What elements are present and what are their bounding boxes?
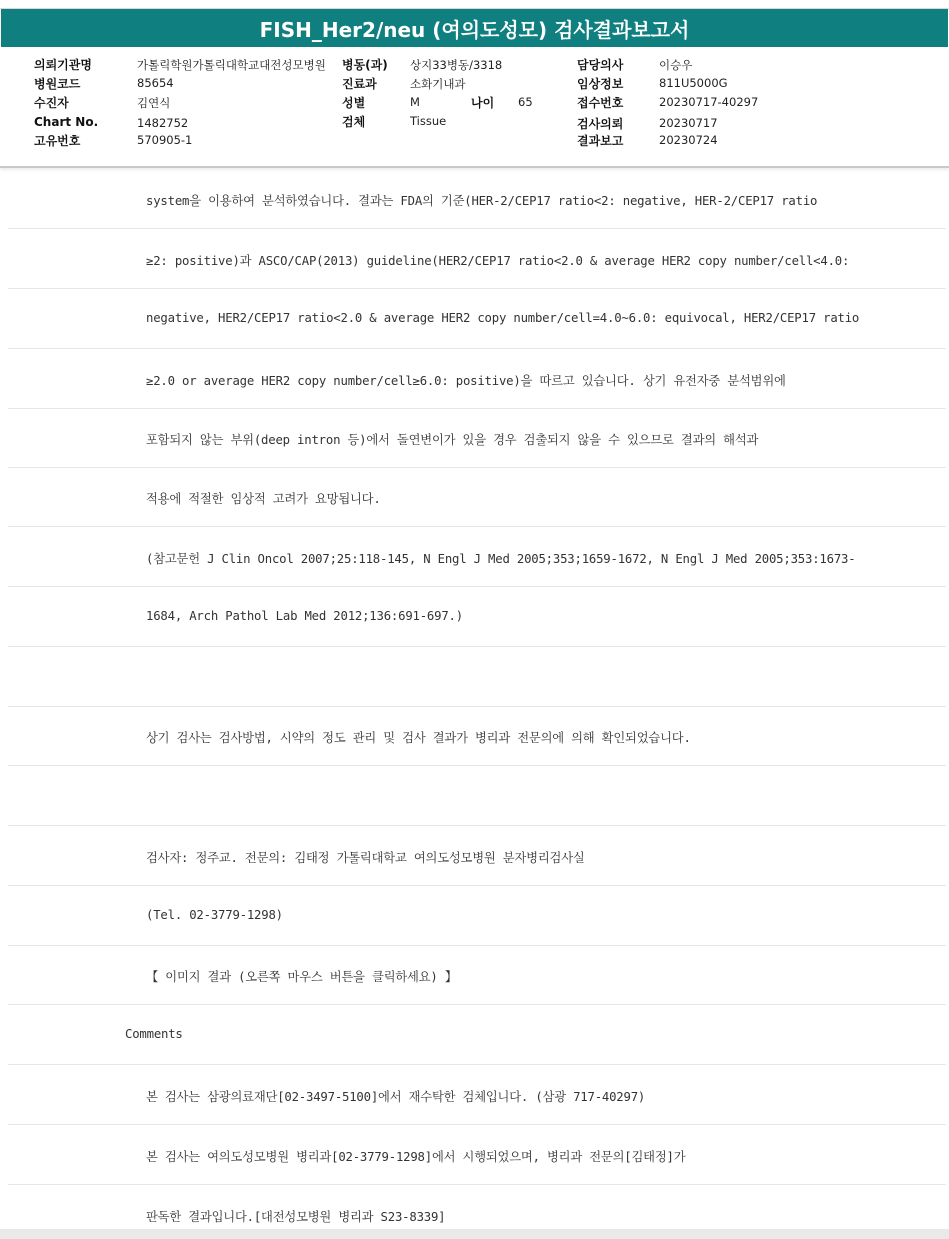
report-line-text: 포함되지 않는 부위(deep intron 등)에서 돌연변이가 있을 경우 검출되지 않을 수 있으므로 결과의 해석과	[146, 433, 759, 447]
horizontal-scrollbar[interactable]	[0, 1229, 949, 1239]
specimen-label: 검체	[342, 115, 366, 129]
report-line	[8, 706, 946, 766]
report-line	[8, 826, 946, 886]
patient-label: 수진자	[34, 96, 69, 110]
report-line	[8, 408, 946, 468]
report-line-text: 판독한 결과입니다.[대전성모병원 병리과 S23-8339]	[146, 1210, 446, 1224]
report-line	[8, 647, 946, 707]
top-border	[0, 0, 949, 9]
report-line	[8, 886, 946, 946]
report-date-label: 결과보고	[577, 134, 624, 148]
report-line	[8, 587, 946, 647]
report-line	[8, 766, 946, 826]
ward-label: 병동(과)	[342, 58, 388, 72]
hospital-code-label: 병원코드	[34, 77, 81, 91]
report-line-text: 검사자: 정주교. 전문의: 김태정 가톨릭대학교 여의도성모병원 분자병리검사실	[146, 851, 585, 865]
report-line-text: negative, HER2/CEP17 ratio<2.0 & average HER2 copy number/cell=4.0~6.0: equivocal, HER2/CEP17 ratio	[146, 311, 860, 325]
clinical-info-label: 임상정보	[577, 77, 624, 91]
report-date-value: 20230724	[659, 133, 718, 147]
report-line	[8, 229, 946, 289]
sex-label: 성별	[342, 96, 366, 110]
report-line	[8, 1185, 946, 1229]
report-line	[8, 169, 946, 229]
institution-value: 가톨릭학원가톨릭대학교대전성모병원	[137, 58, 326, 72]
image-result-link-text[interactable]: 【 이미지 결과 (오른쪽 마우스 버튼을 클릭하세요) 】	[146, 970, 457, 984]
report-line-text: (Tel. 02-3779-1298)	[146, 908, 283, 922]
report-body	[0, 169, 949, 1229]
report-line	[8, 1125, 946, 1185]
receipt-number-label: 접수번호	[577, 96, 624, 110]
report-line-text: 본 검사는 여의도성모병원 병리과[02-3779-1298]에서 시행되었으며, 병리과 전문의[김태정]가	[146, 1150, 686, 1164]
clinical-info-value: 811U5000G	[659, 76, 728, 90]
comments-heading	[8, 1005, 946, 1065]
institution-label: 의뢰기관명	[34, 58, 92, 72]
doctor-value: 이승우	[659, 58, 693, 72]
report-line	[8, 1065, 946, 1125]
report-line-text: 상기 검사는 검사방법, 시약의 정도 관리 및 검사 결과가 병리과 전문의에 의해 확인되었습니다.	[146, 731, 691, 745]
specimen-value: Tissue	[410, 114, 447, 128]
comments-heading-text: Comments	[125, 1027, 183, 1041]
chart-number-value: 1482752	[137, 116, 189, 130]
image-result-link[interactable]	[8, 945, 946, 1005]
receipt-number-value: 20230717-40297	[659, 95, 759, 109]
report-line	[8, 349, 946, 409]
sex-value: M	[410, 95, 420, 109]
unique-number-value: 570905-1	[137, 133, 193, 147]
report-line	[8, 527, 946, 587]
report-title-bar	[1, 9, 948, 47]
age-label: 나이	[471, 96, 495, 110]
unique-number-label: 고유번호	[34, 134, 81, 148]
report-title: FISH_Her2/neu (여의도성모) 검사결과보고서	[259, 17, 690, 42]
patient-info-panel	[0, 49, 949, 168]
report-line-text: 본 검사는 삼광의료재단[02-3497-5100]에서 재수탁한 검체입니다. (삼광 717-40297)	[146, 1090, 646, 1104]
age-value: 65	[518, 95, 533, 109]
report-line-text: 적용에 적절한 임상적 고려가 요망됩니다.	[146, 492, 381, 506]
hospital-code-value: 85654	[137, 76, 174, 90]
report-line-text: ≥2: positive)과 ASCO/CAP(2013) guideline(HER2/CEP17 ratio<2.0 & average HER2 copy number/cell<4.0:	[146, 254, 850, 268]
request-date-label: 검사의뢰	[577, 117, 624, 131]
patient-value: 김연식	[137, 96, 171, 110]
department-label: 진료과	[342, 77, 377, 91]
department-value: 소화기내과	[410, 77, 466, 91]
report-line-text: system을 이용하여 분석하였습니다. 결과는 FDA의 기준(HER-2/CEP17 ratio<2: negative, HER-2/CEP17 ratio	[146, 194, 818, 208]
report-line-text: (참고문헌 J Clin Oncol 2007;25:118-145, N Engl J Med 2005;353;1659-1672, N Engl J Med 2005;353:1673-	[146, 552, 856, 566]
report-line	[8, 467, 946, 527]
request-date-value: 20230717	[659, 116, 718, 130]
ward-value: 상지33병동/3318	[410, 58, 503, 72]
report-line-text: ≥2.0 or average HER2 copy number/cell≥6.0: positive)을 따르고 있습니다. 상기 유전자중 분석범위에	[146, 374, 786, 388]
report-line-text: 1684, Arch Pathol Lab Med 2012;136:691-697.)	[146, 609, 463, 623]
chart-number-label: Chart No.	[34, 115, 99, 129]
report-line	[8, 289, 946, 349]
doctor-label: 담당의사	[577, 58, 624, 72]
